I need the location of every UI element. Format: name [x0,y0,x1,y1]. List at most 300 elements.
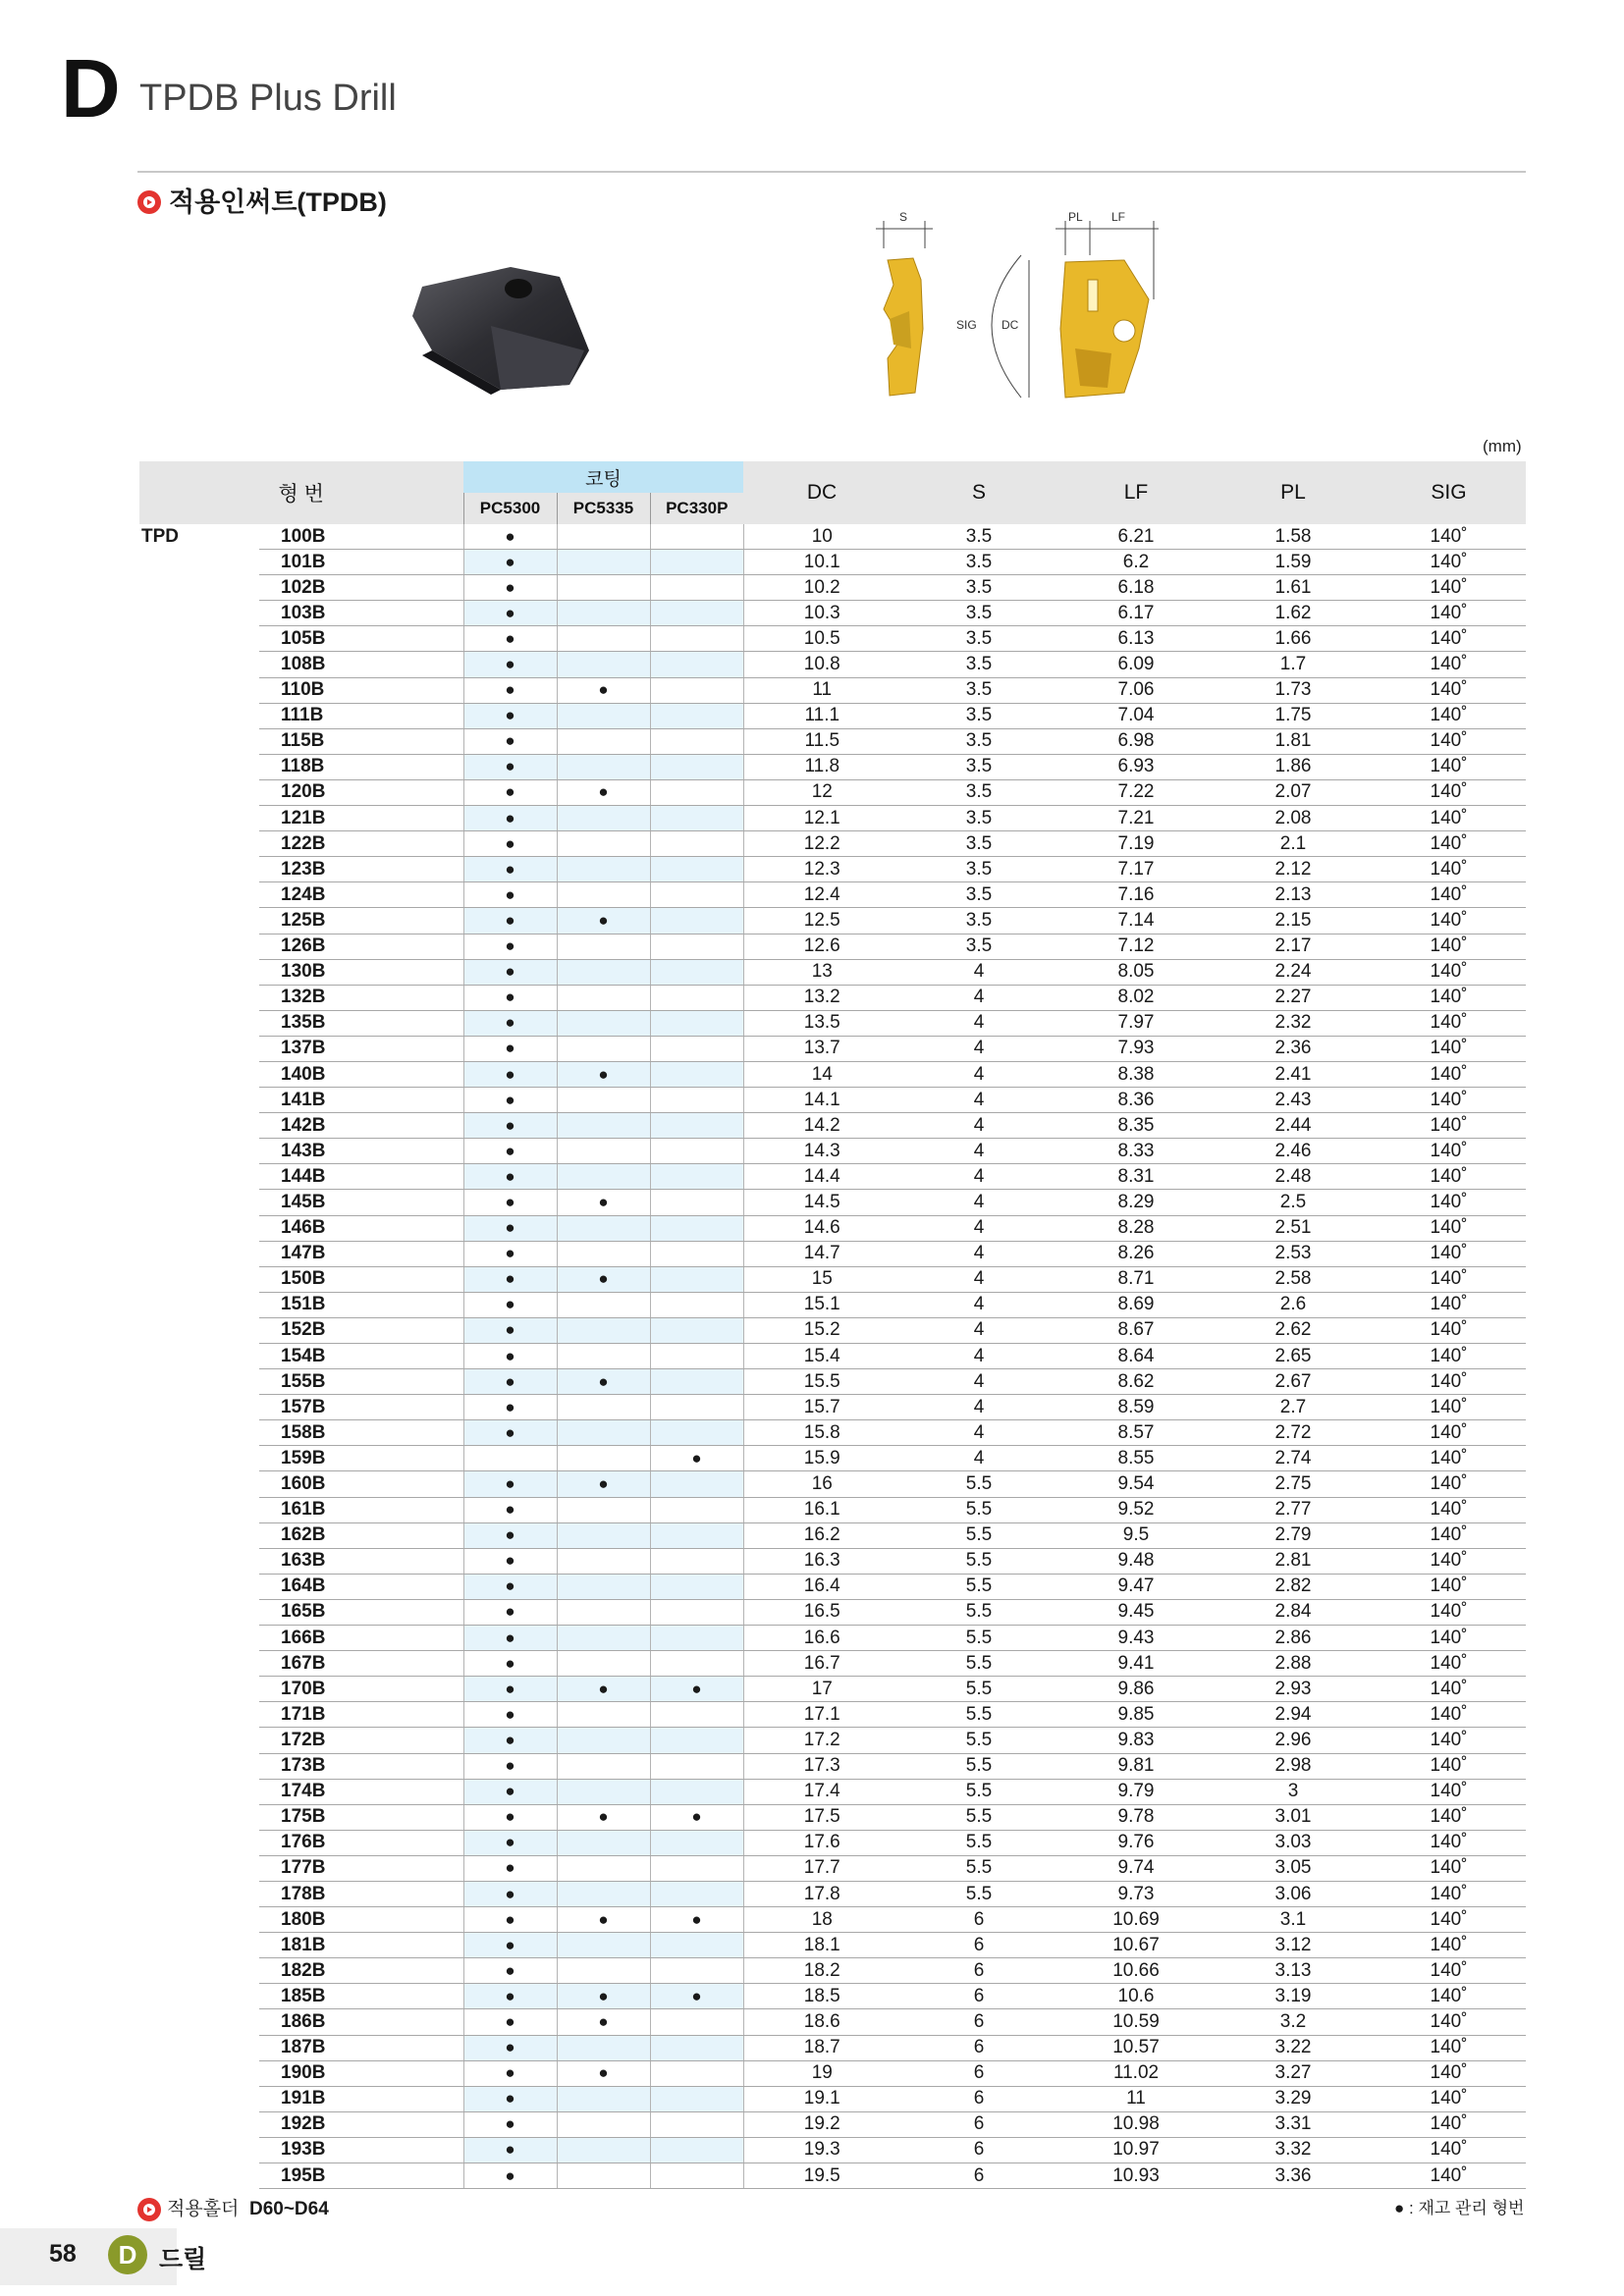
lf-cell: 10.66 [1057,1958,1215,1984]
pl-cell: 2.27 [1215,985,1372,1010]
holder-note [137,2194,329,2221]
grade-cell [557,1958,650,1984]
model-cell: 165B [259,1599,463,1625]
s-cell: 3.5 [900,626,1057,652]
series-cell [139,601,259,626]
grade-cell [650,1061,743,1087]
table-row [139,959,1526,985]
sig-cell: 140˚ [1372,1471,1526,1497]
sig-cell: 140˚ [1372,908,1526,934]
model-cell: 167B [259,1651,463,1677]
sig-cell: 140˚ [1372,1420,1526,1446]
model-cell: 120B [259,779,463,805]
stock-marker: ● [691,1679,702,1698]
series-cell [139,1804,259,1830]
lf-cell: 8.55 [1057,1446,1215,1471]
table-row [139,1599,1526,1625]
s-cell: 3.5 [900,652,1057,677]
s-cell: 5.5 [900,1574,1057,1599]
stock-marker: ● [505,910,515,930]
grade-cell [650,550,743,575]
sig-cell: 140˚ [1372,550,1526,575]
grade-cell [463,1010,557,1036]
series-cell [139,1907,259,1933]
table-row [139,1958,1526,1984]
grade-cell [650,1984,743,2009]
series-cell [139,806,259,831]
dc-cell: 12.2 [743,831,900,857]
s-cell: 6 [900,2009,1057,2035]
pl-cell: 2.94 [1215,1702,1372,1728]
lf-cell: 9.45 [1057,1599,1215,1625]
grade-cell [557,703,650,728]
sig-cell: 140˚ [1372,1677,1526,1702]
s-cell: 3.5 [900,754,1057,779]
grade-cell [463,1881,557,1906]
dc-cell: 16.7 [743,1651,900,1677]
series-cell [139,1574,259,1599]
sig-cell: 140˚ [1372,1855,1526,1881]
stock-marker: ● [505,1218,515,1238]
s-cell: 3.5 [900,550,1057,575]
series-cell [139,985,259,1010]
pl-cell: 2.41 [1215,1061,1372,1087]
series-cell [139,908,259,934]
lf-cell: 9.43 [1057,1626,1215,1651]
grade-cell [650,1677,743,1702]
grade-cell [650,1881,743,1906]
lf-cell: 9.48 [1057,1548,1215,1574]
model-cell: 150B [259,1266,463,1292]
grade-cell [650,1626,743,1651]
s-cell: 5.5 [900,1753,1057,1779]
grade-cell [557,728,650,754]
dc-cell: 11.5 [743,728,900,754]
s-cell: 3.5 [900,806,1057,831]
grade-cell [463,1088,557,1113]
pl-cell: 2.5 [1215,1190,1372,1215]
dc-cell: 12 [743,779,900,805]
sig-cell: 140˚ [1372,1651,1526,1677]
stock-marker: ● [505,962,515,982]
dc-cell: 14.1 [743,1088,900,1113]
s-cell: 5.5 [900,1830,1057,1855]
dc-cell: 17.7 [743,1855,900,1881]
pl-cell: 2.74 [1215,1446,1372,1471]
series-cell [139,857,259,882]
grade-cell [650,908,743,934]
table-row [139,2035,1526,2060]
dc-cell: 16.1 [743,1497,900,1522]
grade-cell [650,779,743,805]
s-cell: 4 [900,1061,1057,1087]
dc-cell: 18.6 [743,2009,900,2035]
lf-cell: 10.57 [1057,2035,1215,2060]
pl-cell: 3.29 [1215,2086,1372,2111]
grade-cell [557,1446,650,1471]
stock-marker: ● [505,1807,515,1827]
dc-cell: 17.5 [743,1804,900,1830]
series-cell [139,1164,259,1190]
sig-cell: 140˚ [1372,2137,1526,2163]
grade-cell [650,2163,743,2189]
grade-cell [650,1548,743,1574]
section-title-text: 적용인써트(TPDB) [169,187,387,217]
grade-cell [650,677,743,703]
grade-cell [557,831,650,857]
grade-cell [557,1395,650,1420]
grade-cell [650,1266,743,1292]
sig-cell: 140˚ [1372,1190,1526,1215]
pl-cell: 1.73 [1215,677,1372,703]
grade-cell [463,1984,557,2009]
table-row [139,1830,1526,1855]
pl-cell: 2.6 [1215,1292,1372,1317]
grade-cell [463,1471,557,1497]
s-cell: 4 [900,1088,1057,1113]
s-cell: 6 [900,1907,1057,1933]
s-cell: 5.5 [900,1599,1057,1625]
grade-cell [463,677,557,703]
chapter-name: 드릴 [159,2246,207,2273]
stock-marker: ● [505,706,515,725]
pl-cell: 3.22 [1215,2035,1372,2060]
chapter-badge: D [108,2235,147,2274]
lf-cell: 9.86 [1057,1677,1215,1702]
stock-marker: ● [505,1422,515,1442]
grade-cell [650,1292,743,1317]
table-row [139,779,1526,805]
series-cell [139,1344,259,1369]
lf-cell: 9.81 [1057,1753,1215,1779]
stock-marker: ● [505,577,515,597]
table-row [139,1395,1526,1420]
lf-cell: 8.31 [1057,1164,1215,1190]
pl-cell: 1.61 [1215,575,1372,601]
model-cell: 110B [259,677,463,703]
dc-cell: 10.3 [743,601,900,626]
model-cell: 173B [259,1753,463,1779]
stock-marker: ● [505,808,515,828]
s-cell: 3.5 [900,728,1057,754]
model-cell: 123B [259,857,463,882]
col-header-model: 형 번 [139,461,463,524]
section-bullet-icon [137,190,161,214]
stock-marker: ● [505,2089,515,2109]
lf-cell: 6.18 [1057,575,1215,601]
stock-marker: ● [505,1551,515,1571]
pl-cell: 1.81 [1215,728,1372,754]
stock-marker: ● [505,628,515,648]
sig-cell: 140˚ [1372,1728,1526,1753]
grade-cell [463,1215,557,1241]
insert-dimension-diagram [854,201,1188,407]
stock-marker: ● [505,1500,515,1520]
lf-cell: 6.17 [1057,601,1215,626]
table-row [139,1036,1526,1061]
col-header-s: S [900,461,1057,524]
dc-cell: 17.4 [743,1779,900,1804]
series-cell [139,1088,259,1113]
lf-cell: 6.93 [1057,754,1215,779]
lf-cell: 8.71 [1057,1266,1215,1292]
table-row [139,1471,1526,1497]
model-cell: 142B [259,1113,463,1139]
stock-marker: ● [505,1653,515,1673]
grade-cell [650,1599,743,1625]
grade-cell [557,806,650,831]
table-row [139,626,1526,652]
grade-cell [650,1728,743,1753]
dc-cell: 19.3 [743,2137,900,2163]
grade-cell [463,1574,557,1599]
grade-cell [650,1804,743,1830]
lf-cell: 8.59 [1057,1395,1215,1420]
grade-cell [557,754,650,779]
col-header-coating: 코팅 [463,461,743,493]
model-cell: 191B [259,2086,463,2111]
dc-cell: 17.8 [743,1881,900,1906]
stock-marker: ● [598,2011,609,2031]
dc-cell: 14.7 [743,1241,900,1266]
s-cell: 5.5 [900,1804,1057,1830]
s-cell: 4 [900,1010,1057,1036]
series-cell [139,677,259,703]
s-cell: 5.5 [900,1522,1057,1548]
series-cell [139,1420,259,1446]
series-cell [139,626,259,652]
table-row [139,831,1526,857]
grade-cell [557,2060,650,2086]
pl-cell: 2.07 [1215,779,1372,805]
model-cell: 135B [259,1010,463,1036]
pl-cell: 2.44 [1215,1113,1372,1139]
s-cell: 4 [900,1113,1057,1139]
grade-cell [557,882,650,908]
table-row [139,882,1526,908]
grade-cell [650,601,743,626]
dc-cell: 18.2 [743,1958,900,1984]
stock-marker: ● [505,603,515,622]
grade-cell [557,1190,650,1215]
lf-cell: 8.05 [1057,959,1215,985]
lf-cell: 10.69 [1057,1907,1215,1933]
stock-marker: ● [598,910,609,930]
table-row [139,652,1526,677]
pl-cell: 2.77 [1215,1497,1372,1522]
model-cell: 151B [259,1292,463,1317]
s-cell: 5.5 [900,1677,1057,1702]
lf-cell: 10.98 [1057,2111,1215,2137]
series-cell [139,2086,259,2111]
table-row [139,1728,1526,1753]
series-cell [139,1855,259,1881]
dc-cell: 12.4 [743,882,900,908]
dc-cell: 17.2 [743,1728,900,1753]
grade-cell [463,1446,557,1471]
model-cell: 163B [259,1548,463,1574]
pl-cell: 3.36 [1215,2163,1372,2189]
table-row [139,985,1526,1010]
grade-cell [557,1061,650,1087]
pl-cell: 2.75 [1215,1471,1372,1497]
table-row [139,1292,1526,1317]
dc-cell: 14.2 [743,1113,900,1139]
table-row [139,601,1526,626]
grade-cell [650,2086,743,2111]
grade-cell [557,1907,650,1933]
s-cell: 4 [900,1190,1057,1215]
grade-cell [463,1779,557,1804]
sig-cell: 140˚ [1372,2086,1526,2111]
s-cell: 3.5 [900,882,1057,908]
grade-cell [463,1139,557,1164]
dc-cell: 16 [743,1471,900,1497]
table-row [139,1190,1526,1215]
sig-cell: 140˚ [1372,1626,1526,1651]
holder-bullet-icon [137,2198,161,2221]
stock-marker: ● [505,2063,515,2083]
grade-cell [463,1907,557,1933]
dc-cell: 10.1 [743,550,900,575]
dc-cell: 13.2 [743,985,900,1010]
s-cell: 6 [900,1984,1057,2009]
sig-cell: 140˚ [1372,1317,1526,1343]
pl-cell: 2.43 [1215,1088,1372,1113]
grade-cell [557,1599,650,1625]
series-cell [139,728,259,754]
table-row [139,1420,1526,1446]
lf-cell: 10.67 [1057,1933,1215,1958]
stock-marker: ● [505,1474,515,1494]
grade-cell [463,1395,557,1420]
model-cell: 125B [259,908,463,934]
lf-cell: 7.19 [1057,831,1215,857]
grade-cell [650,857,743,882]
series-cell [139,703,259,728]
table-row [139,1753,1526,1779]
stock-marker: ● [505,1090,515,1109]
pl-cell: 3.03 [1215,1830,1372,1855]
lf-cell: 7.14 [1057,908,1215,934]
lf-cell: 9.76 [1057,1830,1215,1855]
stock-marker: ● [505,2165,515,2185]
grade-cell [463,1702,557,1728]
stock-marker: ● [598,1192,609,1211]
stock-marker: ● [505,526,515,546]
grade-cell [463,524,557,550]
table-row [139,1933,1526,1958]
stock-marker: ● [505,2140,515,2160]
s-cell: 3.5 [900,524,1057,550]
sig-cell: 140˚ [1372,1266,1526,1292]
grade-cell [463,728,557,754]
table-row [139,934,1526,959]
lf-cell: 8.57 [1057,1420,1215,1446]
grade-cell [650,1139,743,1164]
dc-cell: 15.2 [743,1317,900,1343]
model-cell: 162B [259,1522,463,1548]
pl-cell: 3.31 [1215,2111,1372,2137]
lf-cell: 8.38 [1057,1061,1215,1087]
grade-cell [463,2163,557,2189]
sig-cell: 140˚ [1372,575,1526,601]
grade-cell [463,1292,557,1317]
lf-cell: 8.33 [1057,1139,1215,1164]
s-cell: 5.5 [900,1651,1057,1677]
sig-cell: 140˚ [1372,1804,1526,1830]
s-cell: 5.5 [900,1702,1057,1728]
grade-cell [557,1830,650,1855]
model-cell: 103B [259,601,463,626]
pl-cell: 3.27 [1215,2060,1372,2086]
s-cell: 3.5 [900,601,1057,626]
model-cell: 195B [259,2163,463,2189]
model-cell: 132B [259,985,463,1010]
pl-cell: 2.24 [1215,959,1372,985]
table-row [139,2163,1526,2189]
grade-cell [650,1420,743,1446]
s-cell: 4 [900,1036,1057,1061]
dc-cell: 16.6 [743,1626,900,1651]
stock-marker: ● [505,1064,515,1084]
lf-cell: 8.69 [1057,1292,1215,1317]
grade-cell [557,985,650,1010]
grade-cell [463,2060,557,2086]
page-title: TPDB Plus Drill [139,78,397,119]
grade-cell [650,1446,743,1471]
grade-cell [557,1651,650,1677]
grade-cell [463,1317,557,1343]
grade-cell [463,1036,557,1061]
unit-label: (mm) [1483,437,1522,455]
lf-cell: 7.04 [1057,703,1215,728]
s-cell: 5.5 [900,1779,1057,1804]
s-cell: 3.5 [900,831,1057,857]
stock-marker: ● [505,2038,515,2057]
dc-cell: 14.6 [743,1215,900,1241]
stock-marker: ● [505,757,515,776]
series-cell [139,2111,259,2137]
section-title [137,185,387,220]
grade-cell [650,524,743,550]
series-cell [139,1626,259,1651]
series-cell [139,1548,259,1574]
pl-cell: 2.51 [1215,1215,1372,1241]
dc-cell: 12.3 [743,857,900,882]
pl-cell: 1.59 [1215,550,1372,575]
pl-cell: 2.84 [1215,1599,1372,1625]
grade-cell [463,1061,557,1087]
sig-cell: 140˚ [1372,2060,1526,2086]
stock-marker: ● [691,1807,702,1827]
sig-cell: 140˚ [1372,1753,1526,1779]
grade-cell [650,626,743,652]
grade-cell [650,806,743,831]
model-cell: 159B [259,1446,463,1471]
dc-cell: 15.8 [743,1420,900,1446]
stock-marker: ● [598,1679,609,1698]
series-cell [139,2137,259,2163]
lf-cell: 9.47 [1057,1574,1215,1599]
pl-cell: 2.98 [1215,1753,1372,1779]
sig-cell: 140˚ [1372,985,1526,1010]
lf-cell: 10.6 [1057,1984,1215,2009]
grade-cell [557,959,650,985]
lf-cell: 7.12 [1057,934,1215,959]
grade-cell [463,934,557,959]
stock-marker: ● [598,1474,609,1494]
